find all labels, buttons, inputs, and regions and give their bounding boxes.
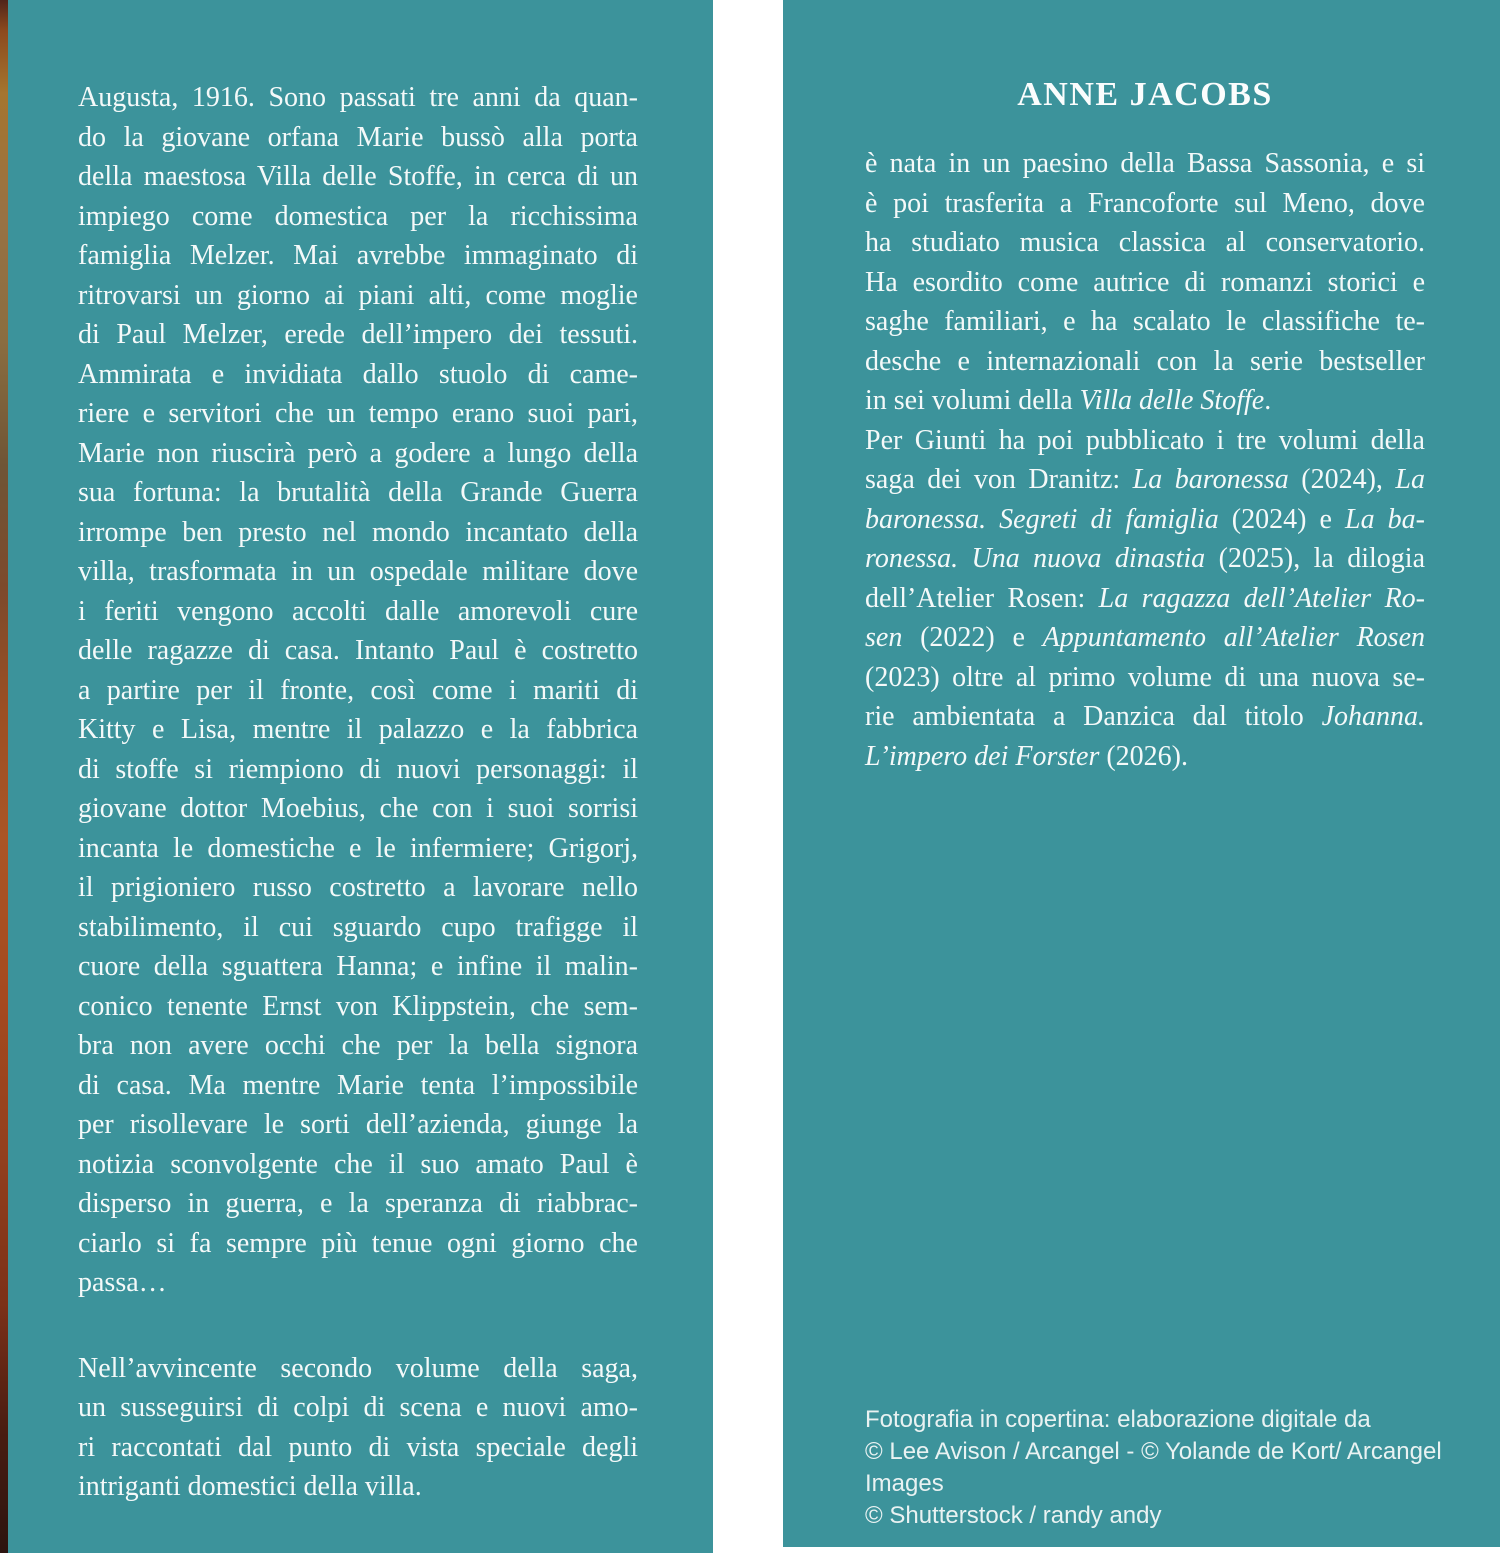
text-line: il prigioniero russo costretto a lavorare nello	[78, 872, 638, 903]
text-line: ciarlo si fa sempre più tenue ogni giorno che	[78, 1227, 638, 1259]
text-line: Per Giunti ha poi pubblicato i tre volumi della	[865, 424, 1425, 456]
text-line: per risollevare le sorti dell’azienda, giunge la	[78, 1109, 638, 1140]
text-line: riere e servitori che un tempo erano suoi pari,	[78, 398, 638, 429]
text-line: sen (2022) e Appuntamento all’Atelier Rosen	[865, 622, 1425, 653]
text-line: intriganti domestici della villa.	[78, 1471, 422, 1502]
text-line: i feriti vengono accolti dalle amorevoli cure	[78, 595, 638, 627]
paragraph	[78, 1349, 638, 1507]
photo-credit	[865, 1404, 1495, 1532]
synopsis-text	[78, 78, 638, 1507]
text-line: ha studiato musica classica al conservatorio.	[865, 227, 1425, 258]
text-line: un susseguirsi di colpi di scena e nuovi amo-	[78, 1392, 638, 1423]
text-line: di casa. Ma mentre Marie tenta l’impossibile	[78, 1069, 638, 1101]
text-line: stabilimento, il cui sguardo cupo trafigge il	[78, 911, 638, 943]
text-line: Augusta, 1916. Sono passati tre anni da quan-	[78, 82, 638, 113]
front-flap-panel	[8, 0, 713, 1553]
text-line: cuore della sguattera Hanna; e infine il malin-	[78, 951, 638, 982]
text-line: bra non avere occhi che per la bella signora	[78, 1030, 638, 1061]
text-line: villa, trasformata in un ospedale militare dove	[78, 556, 638, 587]
text-line: impiego come domestica per la ricchissima	[78, 200, 638, 232]
text-line: passa…	[78, 1267, 167, 1298]
paragraph	[865, 421, 1425, 777]
paragraph	[78, 78, 638, 1303]
author-bio-text	[865, 144, 1425, 776]
text-line: disperso in guerra, e la speranza di riabbrac-	[78, 1188, 638, 1219]
text-line: Ammirata e invidiata dallo stuolo di came-	[78, 358, 638, 390]
text-line: conico tenente Ernst von Klippstein, che sem-	[78, 990, 638, 1022]
text-line: rie ambientata a Danzica dal titolo Johanna.	[865, 701, 1425, 732]
text-line: ritrovarsi un giorno ai piani alti, come moglie	[78, 279, 638, 311]
text-line: a partire per il fronte, così come i mariti di	[78, 674, 638, 706]
text-line: incanta le domestiche e le infermiere; Grigorj,	[78, 832, 638, 864]
text-line: è nata in un paesino della Bassa Sassonia, e si	[865, 148, 1425, 179]
text-line: Ha esordito come autrice di romanzi storici e	[865, 266, 1425, 298]
text-line: giovane dottor Moebius, che con i suoi sorrisi	[78, 793, 638, 824]
text-line: in sei volumi della Villa delle Stoffe.	[865, 385, 1272, 416]
back-flap-panel	[783, 0, 1500, 1547]
text-line: baronessa. Segreti di famiglia (2024) e La ba-	[865, 503, 1425, 535]
text-line: famiglia Melzer. Mai avrebbe immaginato di	[78, 240, 638, 271]
text-line: notizia sconvolgente che il suo amato Paul è	[78, 1148, 638, 1180]
text-line: delle ragazze di casa. Intanto Paul è costretto	[78, 635, 638, 666]
text-line: saghe familiari, e ha scalato le classifiche te-	[865, 306, 1425, 337]
text-line: ri raccontati dal punto di vista speciale degli	[78, 1431, 638, 1463]
text-line: Nell’avvincente secondo volume della saga,	[78, 1352, 638, 1384]
text-line: sua fortuna: la brutalità della Grande Guerra	[78, 477, 638, 508]
text-line: di Paul Melzer, erede dell’impero dei tessuti.	[78, 319, 638, 350]
text-line: ronessa. Una nuova dinastia (2025), la dilogia	[865, 543, 1425, 574]
text-line: L’impero dei Forster (2026).	[865, 740, 1189, 772]
credit-line: © Lee Avison / Arcangel - © Yolande de Kort/ Arcangel Images	[865, 1438, 1442, 1497]
text-line: saga dei von Dranitz: La baronessa (2024), La	[865, 464, 1425, 495]
cover-art-edge-strip	[0, 0, 8, 1553]
text-line: Kitty e Lisa, mentre il palazzo e la fabbrica	[78, 714, 638, 745]
text-line: do la giovane orfana Marie bussò alla porta	[78, 121, 638, 153]
text-line: di stoffe si riempiono di nuovi personaggi: il	[78, 753, 638, 785]
credit-line: Fotografia in copertina: elaborazione digitale da	[865, 1406, 1371, 1433]
author-name-heading: ANNE JACOBS	[1017, 76, 1273, 113]
text-line: è poi trasferita a Francoforte sul Meno, dove	[865, 187, 1425, 219]
text-line: irrompe ben presto nel mondo incantato della	[78, 516, 638, 548]
text-line: della maestosa Villa delle Stoffe, in cerca di un	[78, 161, 638, 192]
text-line: Marie non riuscirà però a godere a lungo della	[78, 437, 638, 469]
text-line: dell’Atelier Rosen: La ragazza dell’Atelier Ro-	[865, 582, 1425, 614]
text-line: desche e internazionali con la serie bestseller	[865, 345, 1425, 377]
paragraph	[865, 144, 1425, 421]
text-line: (2023) oltre al primo volume di una nuova se-	[865, 661, 1425, 693]
credit-line: © Shutterstock / randy andy	[865, 1502, 1162, 1529]
